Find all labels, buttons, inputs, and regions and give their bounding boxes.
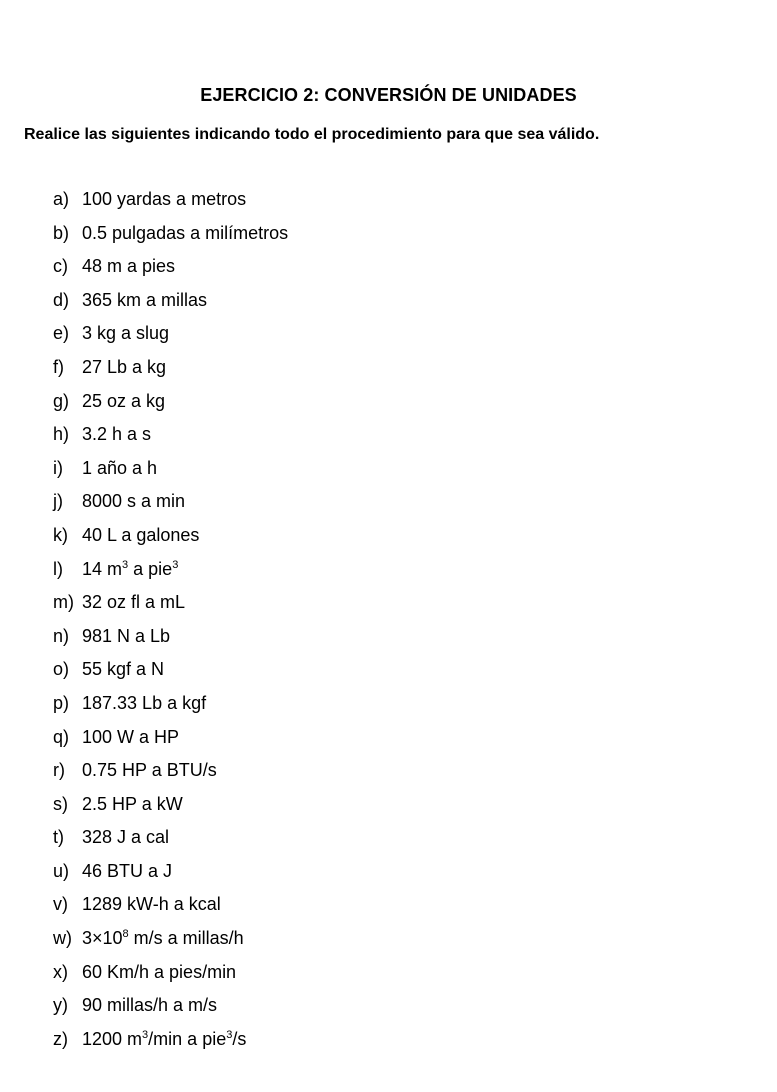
- list-item: [53, 657, 288, 691]
- list-item: [53, 489, 288, 523]
- text-segment: 3 kg a slug: [82, 323, 170, 344]
- text-segment: 0.75 HP a BTU/s: [82, 760, 217, 781]
- list-item-letter: w): [53, 928, 72, 949]
- text-segment: /min a pie: [148, 1028, 227, 1049]
- text-segment: 32 oz fl a mL: [82, 592, 186, 613]
- text-segment: 60 Km/h a pies/min: [82, 961, 237, 982]
- list-item-letter: n): [53, 625, 70, 646]
- list-item-letter: k): [53, 524, 68, 545]
- list-item-letter: o): [53, 659, 70, 680]
- text-segment: 27 Lb a kg: [82, 356, 167, 377]
- list-item-text: [82, 557, 178, 591]
- list-item-letter: r): [53, 760, 65, 781]
- text-segment: 46 BTU a J: [82, 860, 173, 881]
- list-item-text: [82, 590, 185, 624]
- list-item-text: [82, 321, 169, 355]
- list-item-letter: z): [53, 1028, 68, 1049]
- list-item-letter: l): [53, 558, 63, 579]
- list-item-letter: a): [53, 189, 70, 209]
- list-item-text: [82, 792, 183, 826]
- list-item-letter: p): [53, 692, 70, 713]
- text-segment: 40 L a galones: [82, 524, 200, 545]
- text-segment: 0.5 pulgadas a milímetros: [82, 222, 289, 243]
- list-item: [53, 422, 288, 456]
- text-segment: 1 año a h: [82, 457, 158, 478]
- list-item: [53, 456, 288, 490]
- superscript: 3: [142, 1028, 149, 1041]
- text-segment: 365 km a millas: [82, 289, 208, 310]
- list-item-letter: u): [53, 860, 70, 881]
- list-item: [53, 691, 288, 725]
- text-segment: 100 W a HP: [82, 726, 180, 747]
- list-item-letter: m): [53, 592, 74, 613]
- list-item: [53, 926, 288, 960]
- list-item: [53, 859, 288, 893]
- superscript: 3: [172, 558, 179, 571]
- text-segment: 2.5 HP a kW: [82, 793, 183, 814]
- text-segment: 3×10: [82, 928, 123, 949]
- list-item-letter: j): [53, 491, 63, 512]
- superscript: 3: [226, 1028, 233, 1041]
- list-item: [53, 557, 288, 591]
- text-segment: 187.33 Lb a kgf: [82, 692, 207, 713]
- text-segment: /s: [232, 1028, 247, 1049]
- list-item-text: [82, 725, 179, 759]
- list-item: [53, 892, 288, 926]
- text-segment: 90 millas/h a m/s: [82, 995, 218, 1016]
- text-segment: 328 J a cal: [82, 827, 170, 848]
- list-item-letter: s): [53, 793, 68, 814]
- list-item-text: [82, 624, 170, 658]
- list-item-text: [82, 691, 206, 725]
- text-segment: 48 m a pies: [82, 256, 176, 277]
- list-item: [53, 758, 288, 792]
- list-item: [53, 960, 288, 994]
- list-item-text: [82, 960, 236, 994]
- list-item: [53, 321, 288, 355]
- list-item-letter: x): [53, 961, 68, 982]
- list-item: [53, 288, 288, 322]
- list-item: [53, 389, 288, 423]
- list-item: [53, 590, 288, 624]
- list-item-text: [82, 221, 288, 255]
- list-item-letter: y): [53, 995, 68, 1016]
- list-item: [53, 792, 288, 826]
- list-item-letter: d): [53, 289, 70, 310]
- list-item: [53, 993, 288, 1027]
- list-item-text: [82, 187, 246, 221]
- list-item-letter: b): [53, 222, 70, 243]
- list-item-text: [82, 1027, 246, 1061]
- list-item: [53, 187, 288, 221]
- text-segment: 8000 s a min: [82, 491, 186, 512]
- text-segment: 25 oz a kg: [82, 390, 166, 411]
- list-item-text: [82, 288, 207, 322]
- text-segment: 100 yardas a metros: [82, 189, 247, 209]
- list-item-text: [82, 422, 151, 456]
- list-item: [53, 725, 288, 759]
- instruction-text: Realice las siguientes indicando todo el procedimiento para que sea válido.: [24, 126, 600, 143]
- list-item-text: [82, 892, 221, 926]
- text-segment: 1200 m: [82, 1028, 143, 1049]
- list-item-text: [82, 389, 165, 423]
- text-segment: a pie: [128, 558, 173, 579]
- list-item-text: [82, 993, 217, 1027]
- list-item-text: [82, 254, 175, 288]
- text-segment: 55 kgf a N: [82, 659, 165, 680]
- list-item-text: [82, 523, 199, 557]
- list-item: [53, 523, 288, 557]
- text-segment: 3.2 h a s: [82, 424, 152, 445]
- list-item-letter: v): [53, 894, 68, 915]
- list-item-text: [82, 859, 172, 893]
- list-item-letter: c): [53, 256, 68, 277]
- text-segment: m/s a millas/h: [128, 928, 244, 949]
- list-item: [53, 624, 288, 658]
- list-item-text: [82, 657, 164, 691]
- list-item-text: [82, 825, 169, 859]
- exercise-title: EJERCICIO 2: CONVERSIÓN DE UNIDADES: [200, 85, 577, 105]
- list-item-letter: h): [53, 424, 70, 445]
- text-segment: 1289 kW-h a kcal: [82, 894, 221, 915]
- list-item-letter: i): [53, 457, 63, 478]
- list-item: [53, 254, 288, 288]
- list-item-text: [82, 355, 166, 389]
- list-item-letter: e): [53, 323, 70, 344]
- list-item: [53, 355, 288, 389]
- list-item-text: [82, 456, 157, 490]
- list-item: [53, 1027, 288, 1061]
- superscript: 3: [122, 558, 129, 571]
- text-segment: 981 N a Lb: [82, 625, 171, 646]
- list-item-letter: q): [53, 726, 70, 747]
- list-item-text: [82, 926, 244, 960]
- text-segment: 14 m: [82, 558, 123, 579]
- list-item: [53, 221, 288, 255]
- list-item-text: [82, 489, 185, 523]
- list-item-letter: t): [53, 827, 64, 848]
- list-item: [53, 825, 288, 859]
- superscript: 8: [122, 928, 129, 941]
- list-item-letter: f): [53, 356, 64, 377]
- list-item-letter: g): [53, 390, 70, 411]
- list-item-text: [82, 758, 217, 792]
- conversion-list: [53, 187, 288, 1060]
